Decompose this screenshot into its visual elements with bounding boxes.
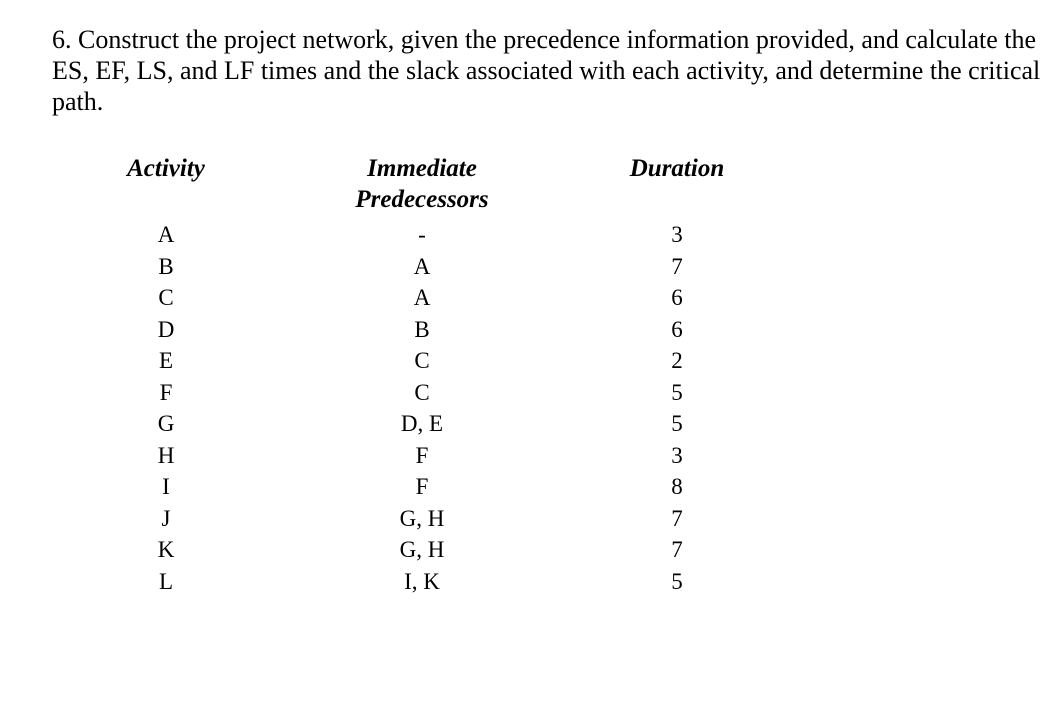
predecessors-cell: F	[415, 442, 429, 468]
predecessors-header	[327, 153, 517, 215]
activity-cell: A	[157, 222, 175, 247]
predecessors-cell: G, H	[399, 537, 445, 562]
predecessors-cell: G, H	[399, 505, 445, 531]
duration-cell: 6	[671, 316, 683, 342]
predecessors-column	[362, 219, 482, 597]
predecessors-cell: D, E	[400, 411, 444, 436]
duration-cell: 7	[671, 505, 683, 531]
predecessors-header-line2: Predecessors	[355, 186, 489, 213]
duration-cell: 2	[671, 348, 683, 373]
activity-cell: D	[157, 316, 175, 342]
activity-cell: F	[159, 379, 173, 405]
activity-cell: C	[158, 285, 174, 310]
predecessors-cell: A	[413, 253, 431, 279]
predecessors-cell: C	[414, 348, 430, 373]
activity-cell: B	[158, 253, 174, 279]
duration-cell: 7	[671, 537, 683, 562]
predecessors-cell: -	[418, 222, 426, 247]
duration-cell: 5	[671, 568, 683, 594]
activity-cell: G	[157, 411, 175, 436]
activity-cell: I	[162, 474, 170, 499]
predecessors-cell: A	[413, 285, 431, 310]
duration-column	[646, 219, 708, 597]
duration-cell: 3	[671, 222, 683, 247]
duration-cell: 7	[671, 253, 683, 279]
activity-header: Activity	[127, 155, 205, 182]
duration-cell: 8	[671, 474, 683, 499]
duration-cell: 5	[671, 411, 683, 436]
activity-cell: L	[158, 568, 174, 594]
question-text: 6. Construct the project network, given the precedence information provided, and calculate the ES, EF, LS, and LF times and the slack associated with each activity, and determine the critical path.	[52, 25, 1041, 116]
duration-cell: 6	[671, 285, 683, 310]
predecessors-cell: I, K	[404, 568, 440, 594]
activity-cell: J	[161, 505, 171, 531]
activity-cell: E	[158, 348, 174, 373]
duration-header: Duration	[629, 155, 725, 182]
activity-cell: H	[157, 442, 175, 468]
duration-cell: 5	[671, 379, 683, 405]
predecessors-cell: B	[414, 316, 430, 342]
activity-column	[128, 219, 204, 597]
predecessors-cell: C	[414, 379, 430, 405]
duration-cell: 3	[671, 442, 683, 468]
activity-cell: K	[157, 537, 175, 562]
predecessors-cell: F	[415, 474, 429, 499]
predecessors-header-line1: Immediate	[367, 155, 477, 182]
